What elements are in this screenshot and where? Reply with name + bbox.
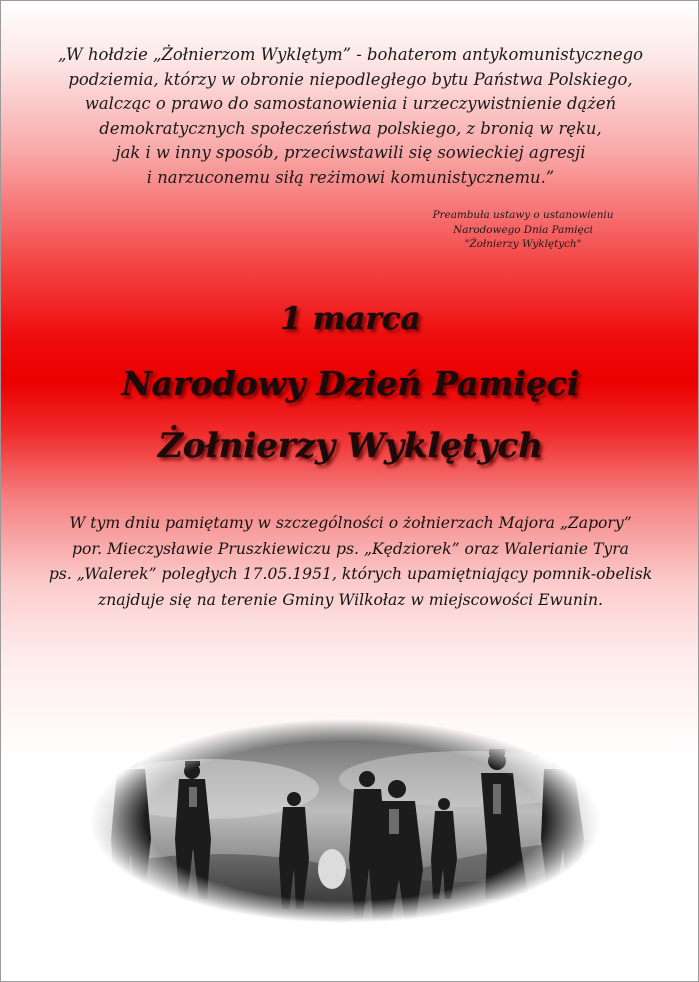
quote-line: demokratycznych społeczeństwa polskiego, z bronią w ręku, — [99, 118, 602, 138]
commemoration-text — [1, 511, 699, 613]
source-line: Preambuła ustawy o ustanowieniu — [432, 209, 614, 221]
historical-photo-soldiers — [89, 719, 601, 923]
quote-line: i narzuconemu siłą reżimowi komunistycznemu.” — [146, 167, 555, 187]
body-line: W tym dniu pamiętamy w szczególności o żołnierzach Majora „Zapory” — [69, 514, 632, 532]
quote-line: „W hołdzie „Żołnierzom Wyklętym” - bohaterom antykomunistycznego — [58, 45, 643, 64]
preamble-quote — [1, 43, 699, 190]
quote-line: walcząc o prawo do samostanowienia i urzeczywistnienie dążeń — [84, 94, 617, 113]
headline-subtitle: Żołnierzy Wyklętych — [158, 426, 543, 466]
source-line: Narodowego Dnia Pamięci — [453, 223, 593, 236]
quote-line: podziemia, którzy w obronie niepodległego bytu Państwa Polskiego, — [68, 69, 633, 89]
headline-title: Narodowy Dzień Pamięci — [121, 364, 580, 403]
quote-line: jak i w inny sposób, przeciwstawili się sowieckiej agresji — [115, 143, 586, 162]
quote-source — [423, 208, 623, 252]
body-line: por. Mieczysławie Pruszkiewiczu ps. „Kędziorek” oraz Walerianie Tyra — [72, 539, 629, 558]
body-line: ps. „Walerek” poległych 17.05.1951, których upamiętniający pomnik-obelisk — [48, 565, 653, 583]
headline-date: 1 marca — [280, 301, 421, 337]
body-line: znajduje się na terenie Gminy Wilkołaz w miejscowości Ewunin. — [98, 590, 603, 609]
source-line: "Żołnierzy Wyklętych" — [464, 238, 582, 250]
